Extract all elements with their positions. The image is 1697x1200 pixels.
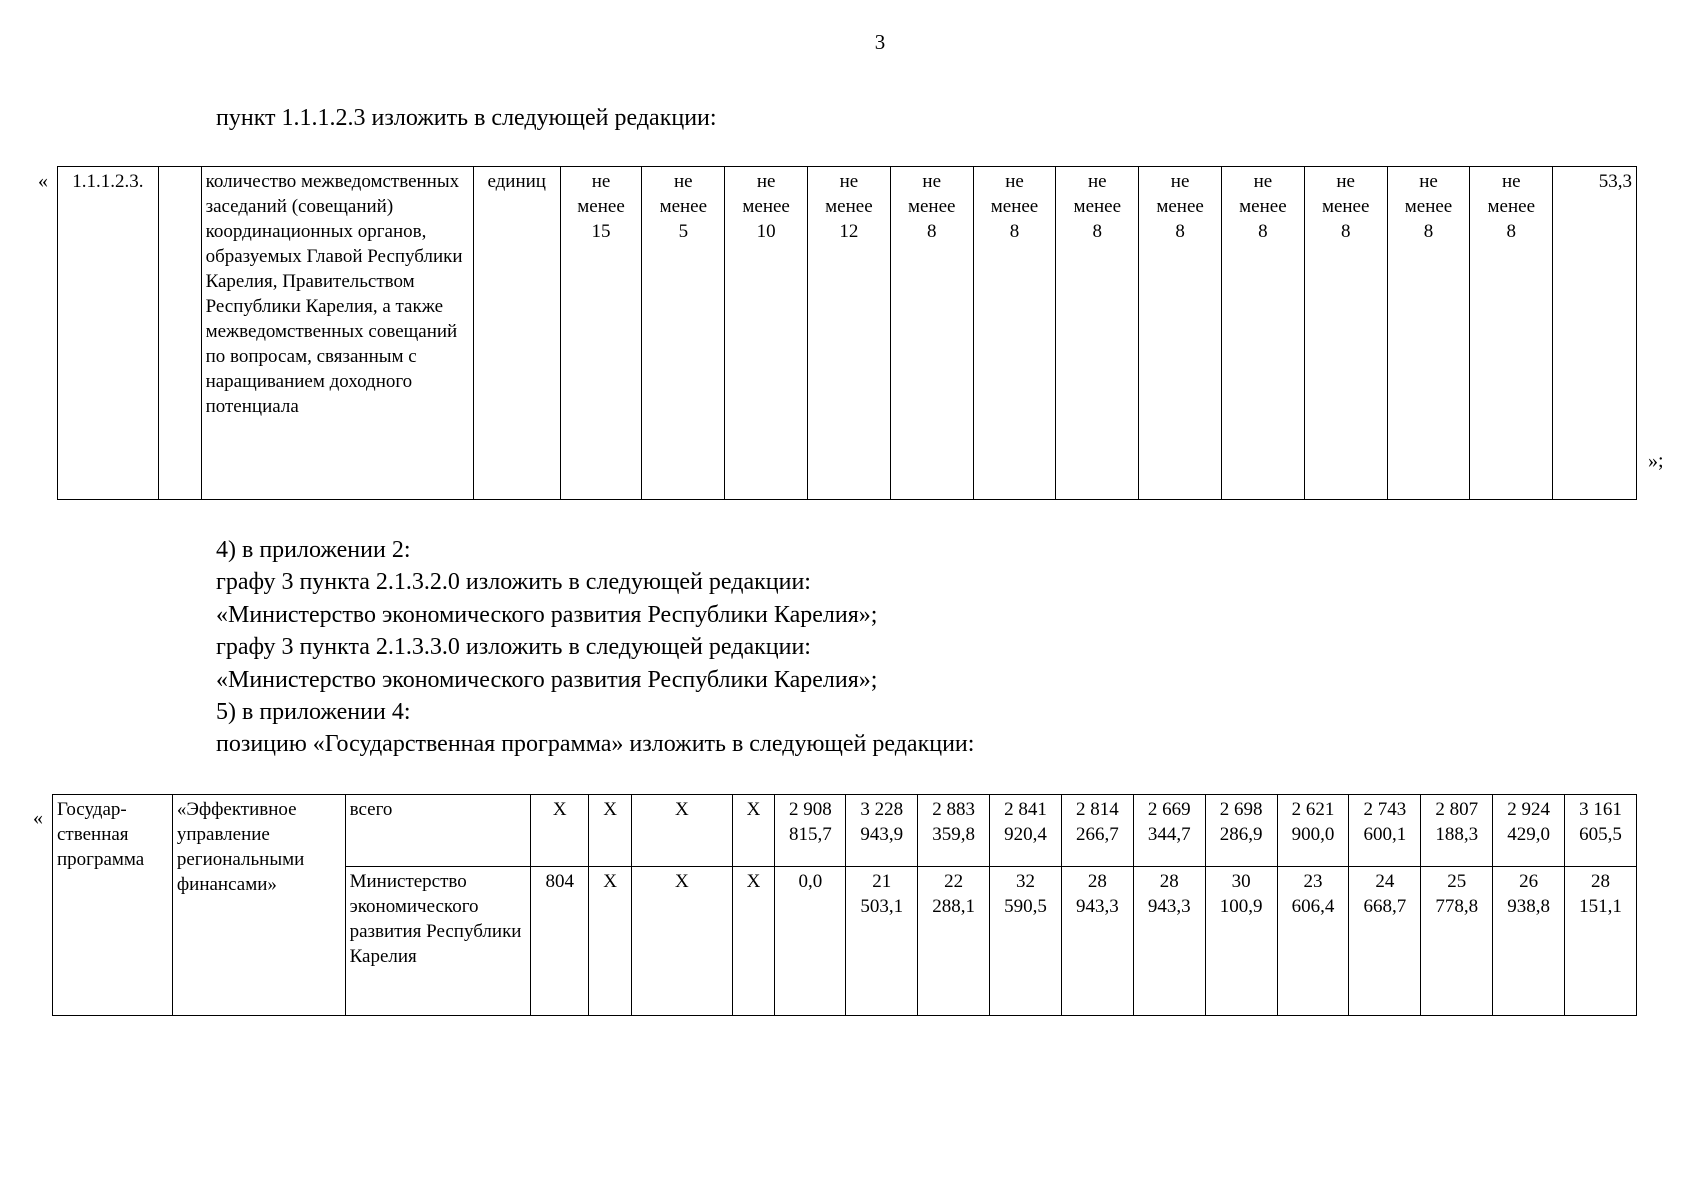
- finance-value: 2 841 920,4: [990, 795, 1062, 867]
- amendment-line: «Министерство экономического развития Республики Карелия»;: [216, 666, 878, 693]
- amendment-line: графу 3 пункта 2.1.3.2.0 изложить в следующей редакции:: [216, 569, 811, 596]
- budget-code: Х: [531, 795, 589, 867]
- finance-value: 3 161 605,5: [1565, 795, 1637, 867]
- amendment-line: 5) в приложении 4:: [216, 699, 411, 726]
- code-x: Х: [589, 867, 632, 1016]
- finance-value: 2 924 429,0: [1493, 795, 1565, 867]
- finance-value: 28 151,1: [1565, 867, 1637, 1016]
- indicator-value: не менее 8: [1470, 167, 1553, 500]
- finance-value: 32 590,5: [990, 867, 1062, 1016]
- indicator-value: не менее 8: [1222, 167, 1305, 500]
- indicator-value: не менее 8: [973, 167, 1056, 500]
- amendment-line: графу 3 пункта 2.1.3.3.0 изложить в следующей редакции:: [216, 634, 811, 661]
- finance-value: 22 288,1: [918, 867, 990, 1016]
- intro-paragraph: пункт 1.1.1.2.3 изложить в следующей редакции:: [216, 105, 717, 131]
- table1-close-quote: »;: [1648, 450, 1664, 472]
- amendment-line: позицию «Государственная программа» изложить в следующей редакции:: [216, 731, 975, 758]
- indicator-value: не менее 8: [1304, 167, 1387, 500]
- finance-value: 2 669 344,7: [1133, 795, 1205, 867]
- finance-value: 2 807 188,3: [1421, 795, 1493, 867]
- finance-value: 28 943,3: [1133, 867, 1205, 1016]
- finance-value: 2 883 359,8: [918, 795, 990, 867]
- code-x: Х: [589, 795, 632, 867]
- indicator-value: не менее 15: [560, 167, 642, 500]
- program-finance-table: [52, 794, 1637, 1016]
- finance-value: 24 668,7: [1349, 867, 1421, 1016]
- indicator-code: 1.1.1.2.3.: [58, 167, 159, 500]
- amendment-line: «Министерство экономического развития Республики Карелия»;: [216, 601, 878, 628]
- finance-value: 3 228 943,9: [846, 795, 918, 867]
- finance-value: 2 908 815,7: [775, 795, 846, 867]
- indicator-table: [57, 166, 1637, 500]
- page-number: 3: [874, 30, 886, 54]
- finance-value: 2 621 900,0: [1277, 795, 1349, 867]
- table1-open-quote: «: [38, 170, 48, 192]
- indicator-description: количество межведомственных заседаний (совещаний) координационных органов, образуемых Главой Республики Карелия, Правительством Республики Карелия, а также межведомственных совещаний по вопросам, связанным с наращиванием доходного потенциала: [201, 167, 473, 500]
- indicator-last-value: 53,3: [1553, 167, 1637, 500]
- finance-value: 28 943,3: [1061, 867, 1133, 1016]
- indicator-value: не менее 10: [725, 167, 808, 500]
- amendment-block: [216, 534, 974, 761]
- indicator-value: не менее 5: [642, 167, 725, 500]
- budget-code: 804: [531, 867, 589, 1016]
- indicator-value: не менее 8: [1056, 167, 1139, 500]
- table2-open-quote: «: [33, 807, 43, 829]
- indicator-value: не менее 12: [808, 167, 891, 500]
- finance-value: 2 743 600,1: [1349, 795, 1421, 867]
- code-x: Х: [732, 795, 775, 867]
- code-x: Х: [632, 867, 733, 1016]
- indicator-value: не менее 8: [1387, 167, 1470, 500]
- amendment-line: 4) в приложении 2:: [216, 537, 411, 563]
- finance-value: 21 503,1: [846, 867, 918, 1016]
- empty-cell: [158, 167, 201, 500]
- finance-value: 30 100,9: [1205, 867, 1277, 1016]
- program-name-cell: «Эффективное управление региональными финансами»: [172, 795, 345, 1016]
- finance-value: 26 938,8: [1493, 867, 1565, 1016]
- finance-value: 2 814 266,7: [1061, 795, 1133, 867]
- finance-value: 23 606,4: [1277, 867, 1349, 1016]
- row-label-ministry: Министерство экономического развития Республики Карелия: [345, 867, 531, 1016]
- indicator-unit: единиц: [473, 167, 560, 500]
- row-label-total: всего: [345, 795, 531, 867]
- indicator-value: не менее 8: [890, 167, 973, 500]
- indicator-value: не менее 8: [1139, 167, 1222, 500]
- program-type-cell: Государ- ственная программа: [53, 795, 173, 1016]
- code-x: Х: [732, 867, 775, 1016]
- code-x: Х: [632, 795, 733, 867]
- finance-value: 2 698 286,9: [1205, 795, 1277, 867]
- finance-value: 25 778,8: [1421, 867, 1493, 1016]
- finance-value: 0,0: [775, 867, 846, 1016]
